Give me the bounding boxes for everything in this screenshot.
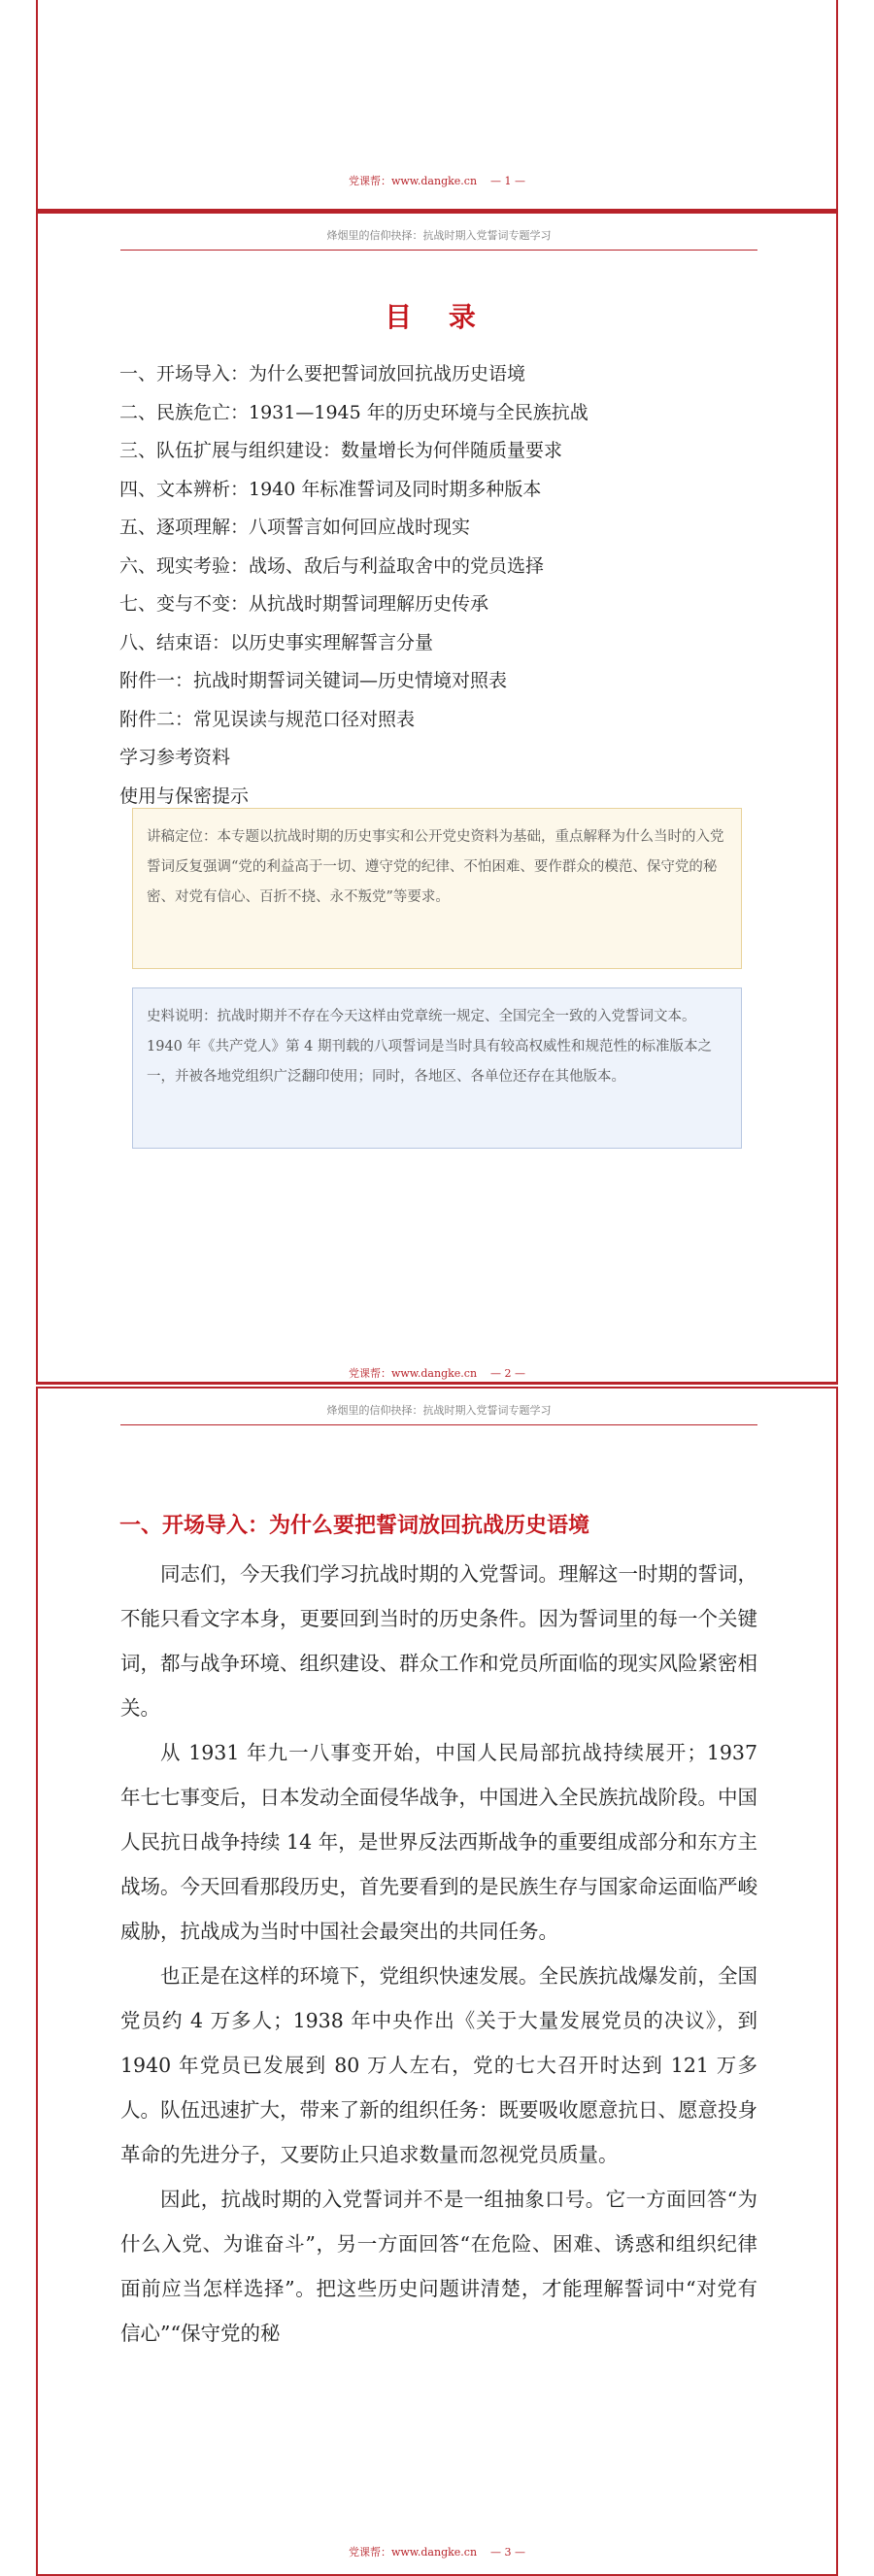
toc-item[interactable]: 二、民族危亡：1931—1945 年的历史环境与全民族抗战 (119, 401, 588, 423)
toc-item[interactable]: 四、文本辨析：1940 年标准誓词及同时期多种版本 (119, 478, 542, 500)
footer-page-number: — 2 — (490, 1367, 526, 1380)
body-paragraph: 同志们，今天我们学习抗战时期的入党誓词。理解这一时期的誓词，不能只看文字本身，更要回到当时的历史条件。因为誓词里的每一个关键词，都与战争环境、组织建设、群众工作和党员所面临的现实风险紧密相关。 (120, 1562, 757, 1720)
toc-item[interactable]: 使用与保密提示 (119, 785, 250, 807)
toc-list (119, 355, 799, 816)
positioning-note: 讲稿定位：本专题以抗战时期的历史事实和公开党史资料为基础，重点解释为什么当时的入党誓词反复强调“党的利益高于一切、遵守党的纪律、不怕困难、要作群众的模范、保守党的秘密、对党有信心、百折不挠、永不叛党”等要求。 (132, 808, 742, 969)
toc-title: 目 录 (385, 301, 489, 333)
toc-item[interactable]: 三、队伍扩展与组织建设：数量增长为何伴随质量要求 (119, 440, 563, 461)
body-paragraph: 从 1931 年九一八事变开始，中国人民局部抗战持续展开；1937 年七七事变后，日本发动全面侵华战争，中国进入全民族抗战阶段。中国人民抗日战争持续 14 年，是世界反法西斯战争的重要组成部分和东方主战场。今天回看那段历史，首先要看到的是民族生存与国家命运面临严峻威胁，抗战成为当时中国社会最突出的共同任务。 (120, 1741, 757, 1943)
toc-item[interactable]: 一、开场导入：为什么要把誓词放回抗战历史语境 (119, 363, 526, 385)
toc-item[interactable]: 学习参考资料 (119, 747, 231, 768)
toc-item[interactable]: 六、现实考验：战场、敌后与利益取舍中的党员选择 (119, 554, 545, 577)
footer-site: 党课帮：www.dangke.cn (348, 2546, 478, 2559)
toc-item[interactable]: 七、变与不变：从抗战时期誓词理解历史传承 (119, 593, 489, 615)
source-note: 史料说明：抗战时期并不存在今天这样由党章统一规定、全国完全一致的入党誓词文本。1940 年《共产党人》第 4 期刊载的八项誓词是当时具有较高权威性和规范性的标准版本之一，并被各地党组织广泛翻印使用；同时，各地区、各单位还存在其他版本。 (132, 987, 742, 1149)
toc-item[interactable]: 五、逐项理解：八项誓言如何回应战时现实 (119, 517, 471, 538)
footer-page-number: — 3 — (490, 2546, 526, 2559)
toc-item[interactable]: 八、结束语：以历史事实理解誓言分量 (119, 631, 434, 653)
page-footer (38, 1365, 836, 1381)
page-2 (36, 212, 838, 1385)
footer-site: 党课帮：www.dangke.cn (348, 1367, 478, 1380)
body-paragraph: 因此，抗战时期的入党誓词并不是一组抽象口号。它一方面回答“为什么入党、为谁奋斗”，另一方面回答“在危险、困难、诱惑和组织纪律面前应当怎样选择”。把这些历史问题讲清楚，才能理解誓词中“对党有信心”“保守党的秘 (120, 2188, 757, 2345)
body-paragraph: 也正是在这样的环境下，党组织快速发展。全民族抗战爆发前，全国党员约 4 万多人；1938 年中央作出《关于大量发展党员的决议》，到 1940 年党员已发展到 80 万人左右，党的七大召开时达到 121 万多人。队伍迅速扩大，带来了新的组织任务：既要吸收愿意抗日、愿意投身革命的先进分子，又要防止只追求数量而忽视党员质量。 (120, 1964, 757, 2166)
page-1 (36, 0, 838, 212)
section-heading: 一、开场导入：为什么要把誓词放回抗战历史语境 (119, 1513, 590, 1537)
page-footer (38, 173, 836, 188)
running-header: 烽烟里的信仰抉择：抗战时期入党誓词专题学习 (120, 1402, 757, 1425)
toc-item[interactable]: 附件二：常见误读与规范口径对照表 (119, 708, 416, 730)
page-footer (38, 2544, 836, 2559)
toc-item[interactable]: 附件一：抗战时期誓词关键词—历史情境对照表 (119, 670, 508, 691)
section-body (120, 1552, 757, 2356)
page-3 (36, 1387, 838, 2576)
footer-site: 党课帮：www.dangke.cn (348, 175, 478, 187)
footer-page-number: — 1 — (490, 175, 526, 187)
running-header: 烽烟里的信仰抉择：抗战时期入党誓词专题学习 (120, 227, 757, 251)
